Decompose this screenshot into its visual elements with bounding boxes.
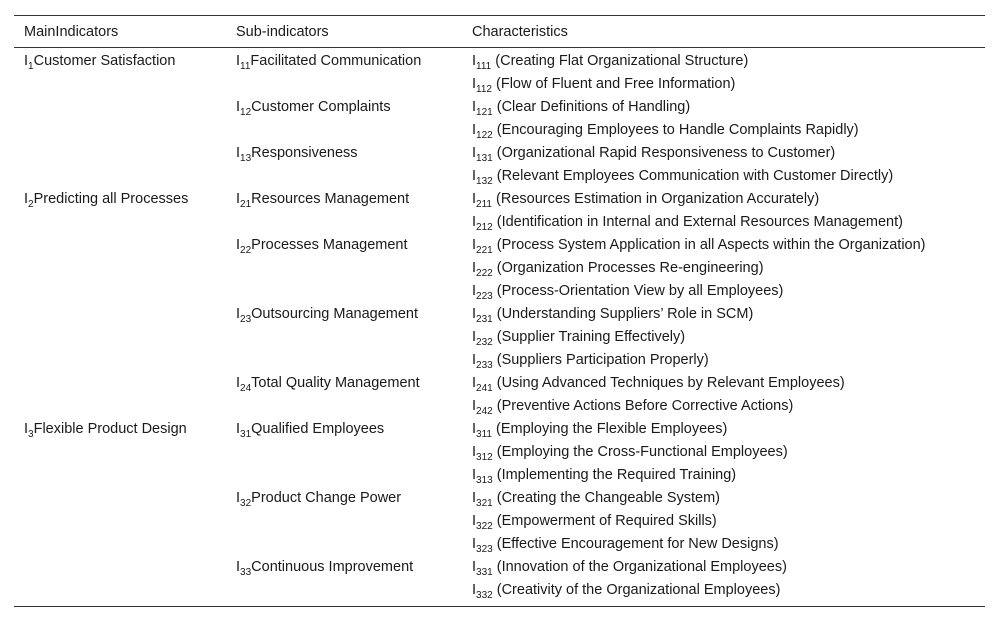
main-indicator-cell — [14, 48, 226, 75]
main-indicator-cell — [14, 74, 226, 97]
main-indicator-cell-text: Flexible Product Design — [33, 421, 187, 437]
main-indicator-cell-code-letter: I — [24, 53, 29, 69]
characteristic-cell-text: (Flow of Fluent and Free Information) — [491, 76, 736, 92]
characteristic-cell — [462, 166, 985, 189]
characteristic-cell-code-letter: I — [472, 76, 477, 92]
characteristic-cell-code-letter: I — [472, 214, 477, 230]
table-row — [14, 350, 985, 373]
sub-indicator-cell-code-subscript: 12 — [240, 107, 252, 118]
characteristic-cell-code-letter: I — [472, 375, 477, 391]
characteristic-cell-code-subscript: 311 — [476, 429, 492, 440]
characteristic-cell-code-subscript: 312 — [476, 452, 493, 463]
sub-indicator-cell-code-subscript: 24 — [240, 383, 252, 394]
table-row — [14, 419, 985, 442]
characteristic-cell-code-subscript: 231 — [476, 314, 493, 325]
characteristic-cell-code-subscript: 223 — [476, 291, 493, 302]
indicators-table-container — [14, 15, 985, 607]
main-indicator-cell — [14, 396, 226, 419]
sub-indicator-cell-code-subscript: 33 — [240, 567, 252, 578]
characteristic-cell-text: (Using Advanced Techniques by Relevant Employees) — [492, 375, 845, 391]
table-row — [14, 48, 985, 75]
characteristic-cell-code-subscript: 332 — [476, 590, 493, 601]
sub-indicator-cell-code-subscript: 31 — [240, 429, 252, 440]
header-row — [14, 16, 985, 48]
characteristic-cell-code-subscript: 111 — [476, 61, 492, 72]
table-row — [14, 373, 985, 396]
characteristic-cell-code-letter: I — [472, 53, 477, 69]
characteristic-cell-code-letter: I — [472, 306, 477, 322]
characteristic-cell-text: (Employing the Flexible Employees) — [491, 421, 728, 437]
characteristic-cell — [462, 442, 985, 465]
characteristic-cell — [462, 281, 985, 304]
main-indicator-cell-text: Predicting all Processes — [33, 191, 189, 207]
sub-indicator-cell-code-subscript: 13 — [240, 153, 252, 164]
sub-indicator-cell — [226, 373, 462, 396]
table-row — [14, 212, 985, 235]
characteristic-cell-code-subscript: 222 — [476, 268, 493, 279]
main-indicator-cell — [14, 350, 226, 373]
table-row — [14, 511, 985, 534]
sub-indicator-cell-code-letter: I — [236, 191, 241, 207]
characteristic-cell — [462, 373, 985, 396]
main-indicator-cell — [14, 189, 226, 212]
characteristic-cell-code-letter: I — [472, 513, 477, 529]
characteristic-cell — [462, 511, 985, 534]
characteristic-cell-code-subscript: 233 — [476, 360, 493, 371]
sub-indicator-cell — [226, 74, 462, 97]
sub-indicator-cell — [226, 189, 462, 212]
sub-indicator-cell-text: Continuous Improvement — [251, 559, 414, 575]
sub-indicator-cell-code-letter: I — [236, 145, 241, 161]
characteristic-cell-text: (Clear Definitions of Handling) — [492, 99, 691, 115]
characteristic-cell-code-subscript: 323 — [476, 544, 493, 555]
sub-indicator-cell — [226, 350, 462, 373]
main-indicator-cell — [14, 488, 226, 511]
sub-indicator-cell-code-letter: I — [236, 490, 241, 506]
main-indicator-cell — [14, 281, 226, 304]
characteristic-cell-text: (Innovation of the Organizational Employees) — [492, 559, 787, 575]
sub-indicator-cell — [226, 304, 462, 327]
sub-indicator-cell-text: Customer Complaints — [251, 99, 391, 115]
sub-indicator-cell-code-letter: I — [236, 375, 241, 391]
sub-indicator-cell-text: Processes Management — [251, 237, 408, 253]
table-row — [14, 166, 985, 189]
characteristic-cell-text: (Organization Processes Re-engineering) — [492, 260, 764, 276]
characteristic-cell — [462, 419, 985, 442]
characteristic-cell — [462, 327, 985, 350]
sub-indicator-cell-text: Product Change Power — [251, 490, 402, 506]
characteristic-cell-code-letter: I — [472, 329, 477, 345]
main-indicator-cell — [14, 327, 226, 350]
characteristic-cell — [462, 465, 985, 488]
characteristic-cell — [462, 534, 985, 557]
characteristic-cell-text: (Organizational Rapid Responsiveness to Customer) — [492, 145, 836, 161]
sub-indicator-cell — [226, 396, 462, 419]
characteristic-cell — [462, 350, 985, 373]
characteristic-cell-text: (Encouraging Employees to Handle Complaints Rapidly) — [492, 122, 859, 138]
characteristic-cell-code-subscript: 242 — [476, 406, 493, 417]
main-indicator-cell — [14, 143, 226, 166]
main-indicator-cell — [14, 534, 226, 557]
sub-indicator-cell — [226, 442, 462, 465]
characteristic-cell — [462, 212, 985, 235]
sub-indicator-cell — [226, 557, 462, 580]
main-indicator-cell — [14, 235, 226, 258]
characteristic-cell-code-subscript: 241 — [476, 383, 493, 394]
characteristic-cell-text: (Process-Orientation View by all Employees) — [492, 283, 784, 299]
characteristic-cell-text: (Employing the Cross-Functional Employees) — [492, 444, 788, 460]
characteristic-cell-code-subscript: 313 — [476, 475, 493, 486]
characteristic-cell-code-letter: I — [472, 582, 477, 598]
sub-indicator-cell — [226, 120, 462, 143]
characteristic-cell-code-letter: I — [472, 237, 477, 253]
characteristic-cell — [462, 580, 985, 607]
characteristic-cell-code-subscript: 331 — [476, 567, 493, 578]
characteristic-cell-code-letter: I — [472, 122, 477, 138]
characteristic-cell-code-subscript: 112 — [476, 84, 492, 95]
sub-indicator-cell — [226, 281, 462, 304]
characteristic-cell-text: (Identification in Internal and External Resources Management) — [492, 214, 903, 230]
characteristic-cell-text: (Effective Encouragement for New Designs) — [492, 536, 779, 552]
characteristic-cell — [462, 97, 985, 120]
table-row — [14, 442, 985, 465]
main-indicator-cell — [14, 511, 226, 534]
characteristic-cell-code-letter: I — [472, 99, 477, 115]
characteristic-cell-code-subscript: 232 — [476, 337, 493, 348]
characteristic-cell — [462, 235, 985, 258]
main-indicator-cell — [14, 97, 226, 120]
sub-indicator-cell — [226, 258, 462, 281]
sub-indicator-cell — [226, 166, 462, 189]
characteristic-cell-text: (Creating Flat Organizational Structure) — [491, 53, 749, 69]
table-body — [14, 48, 985, 607]
table-row — [14, 304, 985, 327]
characteristic-cell-code-letter: I — [472, 352, 477, 368]
characteristic-cell-code-letter: I — [472, 191, 477, 207]
sub-indicator-cell-code-letter: I — [236, 99, 241, 115]
table-row — [14, 74, 985, 97]
characteristic-cell-code-letter: I — [472, 467, 477, 483]
main-indicator-cell-code-subscript: 2 — [28, 199, 34, 210]
table-row — [14, 580, 985, 607]
sub-indicator-cell-text: Responsiveness — [251, 145, 358, 161]
characteristic-cell-code-subscript: 221 — [476, 245, 493, 256]
table-row — [14, 396, 985, 419]
main-indicator-cell-code-subscript: 1 — [28, 61, 34, 72]
main-indicator-cell — [14, 373, 226, 396]
characteristic-cell — [462, 189, 985, 212]
table-row — [14, 281, 985, 304]
characteristic-cell-text: (Implementing the Required Training) — [492, 467, 737, 483]
sub-indicator-cell — [226, 212, 462, 235]
characteristic-cell-code-letter: I — [472, 398, 477, 414]
main-indicator-cell — [14, 304, 226, 327]
sub-indicator-cell — [226, 465, 462, 488]
characteristic-cell-code-letter: I — [472, 145, 477, 161]
main-indicator-cell — [14, 212, 226, 235]
sub-indicator-cell — [226, 143, 462, 166]
characteristic-cell — [462, 488, 985, 511]
table-row — [14, 120, 985, 143]
header-sub-indicators: Sub-indicators — [226, 16, 462, 48]
sub-indicator-cell-text: Outsourcing Management — [251, 306, 418, 322]
characteristic-cell — [462, 396, 985, 419]
characteristic-cell-text: (Understanding Suppliers’ Role in SCM) — [492, 306, 754, 322]
sub-indicator-cell-code-subscript: 11 — [240, 61, 251, 72]
characteristic-cell-code-letter: I — [472, 559, 477, 575]
main-indicator-cell-code-letter: I — [24, 421, 29, 437]
characteristic-cell-code-subscript: 122 — [476, 130, 493, 141]
characteristic-cell-text: (Supplier Training Effectively) — [492, 329, 686, 345]
sub-indicator-cell — [226, 97, 462, 120]
characteristic-cell-code-subscript: 211 — [476, 199, 492, 210]
table-row — [14, 488, 985, 511]
characteristic-cell-code-letter: I — [472, 283, 477, 299]
sub-indicator-cell-code-subscript: 21 — [240, 199, 252, 210]
sub-indicator-cell-code-letter: I — [236, 559, 241, 575]
sub-indicator-cell — [226, 235, 462, 258]
characteristic-cell-code-subscript: 121 — [476, 107, 493, 118]
characteristic-cell — [462, 557, 985, 580]
characteristic-cell-text: (Suppliers Participation Properly) — [492, 352, 709, 368]
indicators-table — [14, 15, 985, 607]
sub-indicator-cell — [226, 511, 462, 534]
header-characteristics: Characteristics — [462, 16, 985, 48]
characteristic-cell-code-subscript: 321 — [476, 498, 493, 509]
sub-indicator-cell-code-letter: I — [236, 306, 241, 322]
table-row — [14, 465, 985, 488]
sub-indicator-cell — [226, 488, 462, 511]
characteristic-cell-text: (Creating the Changeable System) — [492, 490, 721, 506]
characteristic-cell — [462, 258, 985, 281]
sub-indicator-cell — [226, 534, 462, 557]
characteristic-cell-text: (Process System Application in all Aspects within the Organization) — [492, 237, 926, 253]
characteristic-cell-text: (Relevant Employees Communication with Customer Directly) — [492, 168, 894, 184]
characteristic-cell-code-letter: I — [472, 421, 477, 437]
sub-indicator-cell — [226, 48, 462, 75]
table-header — [14, 16, 985, 48]
characteristic-cell-code-subscript: 131 — [476, 153, 493, 164]
table-row — [14, 97, 985, 120]
table-row — [14, 235, 985, 258]
table-row — [14, 143, 985, 166]
characteristic-cell-code-letter: I — [472, 490, 477, 506]
main-indicator-cell — [14, 120, 226, 143]
characteristic-cell — [462, 304, 985, 327]
characteristic-cell — [462, 143, 985, 166]
characteristic-cell-code-subscript: 322 — [476, 521, 493, 532]
sub-indicator-cell-text: Total Quality Management — [251, 375, 420, 391]
header-main-indicators: MainIndicators — [14, 16, 226, 48]
characteristic-cell-text: (Resources Estimation in Organization Accurately) — [491, 191, 820, 207]
sub-indicator-cell-code-subscript: 23 — [240, 314, 252, 325]
characteristic-cell-code-letter: I — [472, 444, 477, 460]
sub-indicator-cell — [226, 580, 462, 607]
characteristic-cell-text: (Preventive Actions Before Corrective Actions) — [492, 398, 794, 414]
sub-indicator-cell-text: Resources Management — [251, 191, 410, 207]
characteristic-cell — [462, 74, 985, 97]
main-indicator-cell — [14, 557, 226, 580]
main-indicator-cell-text: Customer Satisfaction — [33, 53, 176, 69]
main-indicator-cell — [14, 465, 226, 488]
sub-indicator-cell — [226, 327, 462, 350]
table-row — [14, 557, 985, 580]
characteristic-cell-code-subscript: 212 — [476, 222, 493, 233]
table-row — [14, 327, 985, 350]
characteristic-cell-code-letter: I — [472, 168, 477, 184]
sub-indicator-cell-code-subscript: 22 — [240, 245, 252, 256]
sub-indicator-cell-code-letter: I — [236, 421, 241, 437]
characteristic-cell-code-letter: I — [472, 260, 477, 276]
main-indicator-cell-code-letter: I — [24, 191, 29, 207]
sub-indicator-cell-code-subscript: 32 — [240, 498, 252, 509]
sub-indicator-cell-text: Facilitated Communication — [250, 53, 422, 69]
sub-indicator-cell-code-letter: I — [236, 237, 241, 253]
main-indicator-cell — [14, 442, 226, 465]
sub-indicator-cell-text: Qualified Employees — [251, 421, 385, 437]
sub-indicator-cell — [226, 419, 462, 442]
characteristic-cell-code-letter: I — [472, 536, 477, 552]
characteristic-cell-text: (Creativity of the Organizational Employees) — [492, 582, 781, 598]
table-row — [14, 534, 985, 557]
main-indicator-cell — [14, 419, 226, 442]
main-indicator-cell — [14, 166, 226, 189]
main-indicator-cell — [14, 258, 226, 281]
characteristic-cell-text: (Empowerment of Required Skills) — [492, 513, 717, 529]
table-row — [14, 189, 985, 212]
sub-indicator-cell-code-letter: I — [236, 53, 241, 69]
main-indicator-cell — [14, 580, 226, 607]
characteristic-cell — [462, 48, 985, 75]
characteristic-cell-code-subscript: 132 — [476, 176, 493, 187]
characteristic-cell — [462, 120, 985, 143]
table-row — [14, 258, 985, 281]
main-indicator-cell-code-subscript: 3 — [28, 429, 34, 440]
